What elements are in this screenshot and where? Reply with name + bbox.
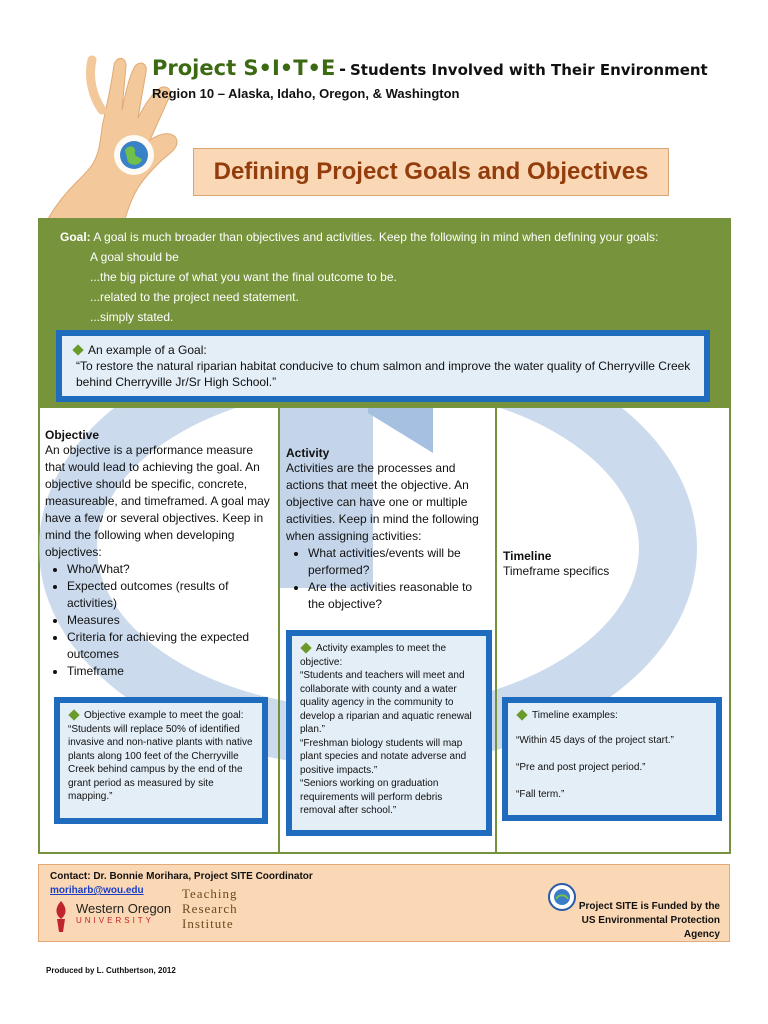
column-divider [495,408,497,852]
objective-bullets [45,561,273,680]
contact-email-link[interactable]: moriharb@wou.edu [50,885,144,896]
goal-list-item: A goal should be [90,250,179,264]
contact-line: Contact: Dr. Bonnie Morihara, Project SITE Coordinator [50,871,313,882]
wou-name: Western Oregon [76,901,172,916]
list-item: • Who/What? [67,561,273,578]
activity-body: Activities are the processes and actions that meet the objective. An objective can have one or multiple activities. Keep in mind the following when assigning activities: [286,461,479,543]
page-title: Defining Project Goals and Objectives [213,158,649,185]
teaching-research-institute-logo [182,886,238,931]
region-line: Region 10 – Alaska, Idaho, Oregon, & Washington [152,86,460,101]
goal-intro-text: A goal is much broader than objectives and activities. Keep the following in mind when defining your goals: [93,230,659,244]
goal-example-text: “To restore the natural riparian habitat conducive to chum salmon and improve the water quality of Cherryville Creek behind Cherryville Jr/Sr High School.” [76,359,691,389]
tri-line: Research [182,901,238,916]
goal-label: Goal: [60,230,91,244]
leaf-bullet-icon [72,345,83,356]
goal-intro [60,227,658,247]
activity-example-item: “Seniors working on graduation requirements will perform debris removal after school.” [300,778,443,816]
tri-line: Institute [182,916,234,931]
goal-list-item: ...simply stated. [90,310,174,324]
goal-example-title: An example of a Goal: [88,343,207,357]
tri-line: Teaching [182,886,238,901]
leaf-bullet-icon [68,709,79,720]
leaf-bullet-icon [516,709,527,720]
page-title-banner [193,148,669,196]
timeline-example-item: “Pre and post project period.” [516,762,646,773]
goal-list-item: ...the big picture of what you want the final outcome to be. [90,270,397,284]
project-title [152,56,752,81]
project-name: Project S•I•T•E [152,56,336,80]
activity-example-title: Activity examples to meet the objective: [300,643,447,668]
list-item: • What activities/events will be performed? [308,545,490,579]
list-item: • Criteria for achieving the expected outcomes [67,629,273,663]
timeline-example-box [502,697,722,821]
column-divider [278,408,280,852]
funded-line: US Environmental Protection Agency [581,915,720,940]
list-item: • Expected outcomes (results of activities) [67,578,273,612]
timeline-example-title: Timeline examples: [532,710,618,721]
timeline-example-item: “Within 45 days of the project start.” [516,735,674,746]
timeline-body: Timeframe specifics [503,564,610,578]
funded-line: Project SITE is Funded by the [578,901,720,912]
title-dash: - [339,58,346,80]
objective-body: An objective is a performance measure that would lead to achieving the goal. An objective should be specific, concrete, measureable, and timeframed. A goal may have a few or several objectives. Keep in mind the following when developing objectives: [45,443,270,559]
objective-example-text: “Students will replace 50% of identified invasive and non-native plants with native plants along 100 feet of the Cherryville Creek behind campus by the end of the grant period as measured by site mapping.” [68,723,253,802]
goal-list [90,247,397,327]
timeline-title: Timeline [503,549,552,563]
timeline-example-item: “Fall term.” [516,789,565,800]
objective-example-box [54,697,268,824]
objective-title: Objective [45,428,100,442]
wou-logo [48,899,174,933]
produced-by: Produced by L. Cuthbertson, 2012 [46,966,176,975]
activity-column [286,446,490,613]
activity-title: Activity [286,446,330,460]
activity-example-box [286,630,492,836]
leaf-bullet-icon [300,642,311,653]
list-item: • Are the activities reasonable to the objective? [308,579,490,613]
activity-example-item: “Students and teachers will meet and collaborate with county and a water quality agency in the community to develop a riparian and aquatic renewal plan.” [300,670,472,735]
wou-sub: UNIVERSITY [76,916,155,925]
objective-column [45,428,273,680]
activity-example-item: “Freshman biology students will map plant species and notate adverse and positive impacts.” [300,737,467,776]
project-subtitle: Students Involved with Their Environment [349,61,708,79]
list-item: • Measures [67,612,273,629]
list-item: • Timeframe [67,663,273,680]
torch-icon [48,899,74,933]
goal-list-item: ...related to the project need statement. [90,290,299,304]
objective-example-title: Objective example to meet the goal: [84,710,244,721]
goal-example-box [56,330,710,402]
activity-bullets [286,545,490,613]
timeline-column [503,549,723,580]
funding-note [548,900,720,942]
